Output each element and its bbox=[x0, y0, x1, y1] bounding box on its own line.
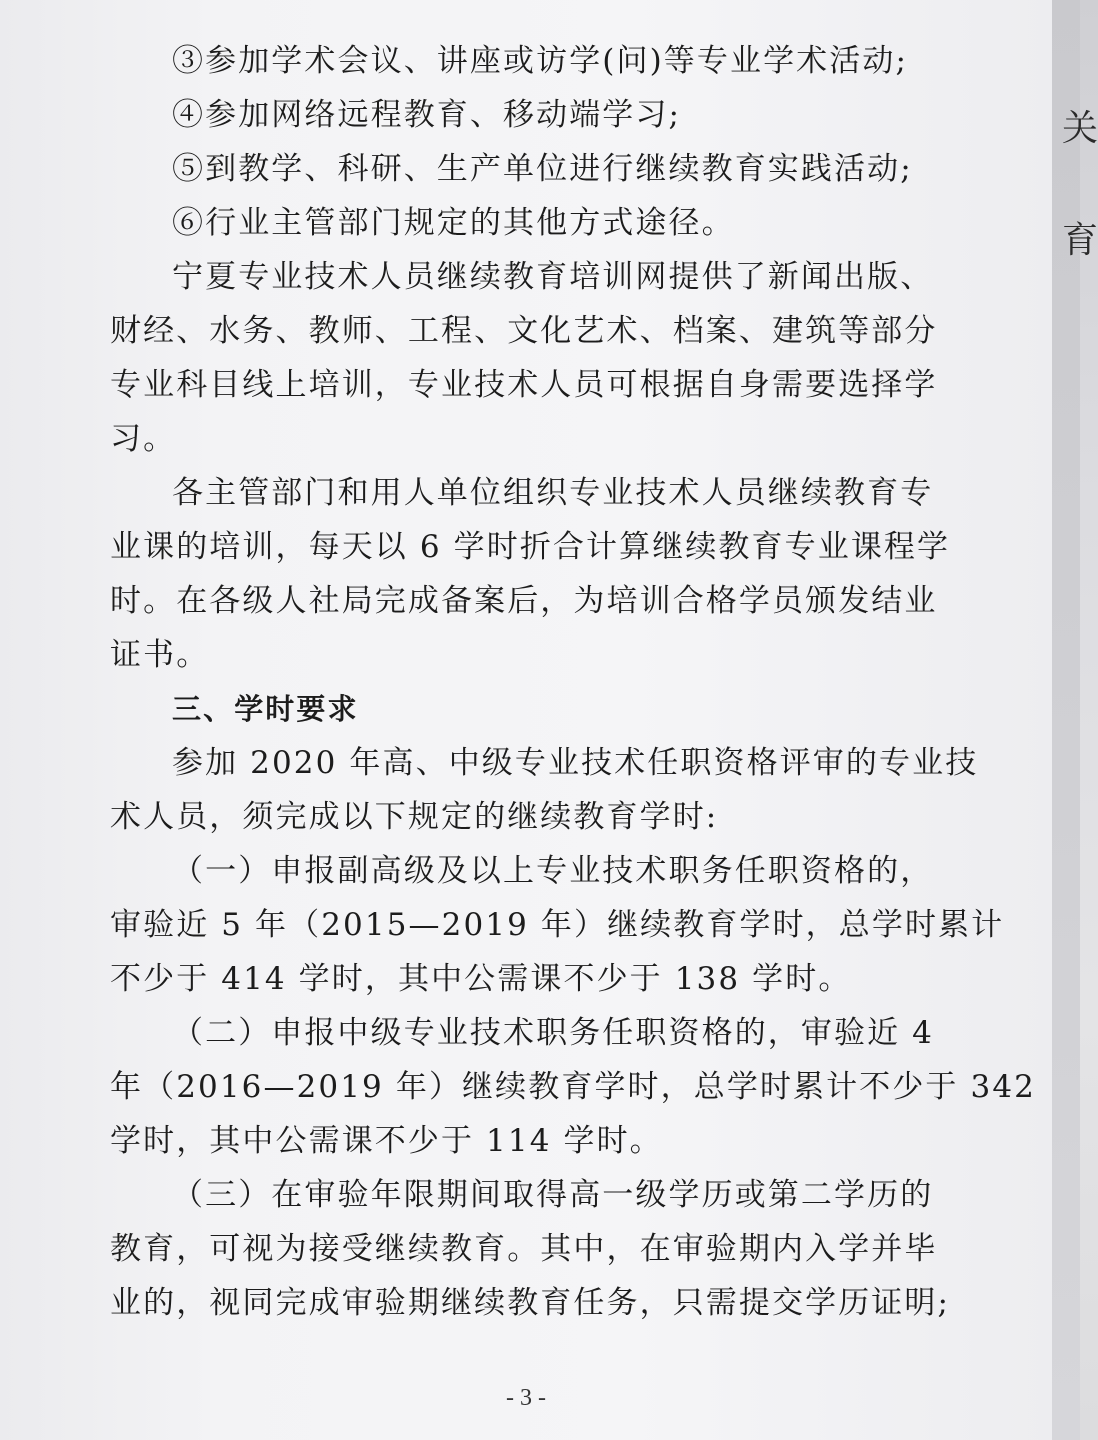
text-line: （二）申报中级专业技术职务任职资格的，审验近 4 bbox=[172, 1015, 934, 1051]
text-line: 术人员，须完成以下规定的继续教育学时: bbox=[110, 799, 719, 835]
text-line: 财经、水务、教师、工程、文化艺术、档案、建筑等部分 bbox=[110, 313, 938, 349]
text-line: 参加 2020 年高、中级专业技术任职资格评审的专业技 bbox=[172, 745, 979, 781]
text-line: 习。 bbox=[110, 421, 177, 457]
text-line: 业课的培训，每天以 6 学时折合计算继续教育专业课程学 bbox=[110, 529, 951, 565]
text-line: 专业科目线上培训，专业技术人员可根据自身需要选择学 bbox=[110, 367, 938, 403]
text-line: ③参加学术会议、讲座或访学(问)等专业学术活动; bbox=[172, 43, 909, 79]
document-body bbox=[110, 34, 1036, 1330]
text-line: 审验近 5 年（2015—2019 年）继续教育学时，总学时累计 bbox=[110, 907, 1005, 943]
underlying-page-char: 育 bbox=[1062, 220, 1098, 261]
text-line: （三）在审验年限期间取得高一级学历或第二学历的 bbox=[172, 1177, 934, 1213]
text-line: 业的，视同完成审验期继续教育任务，只需提交学历证明; bbox=[110, 1285, 951, 1321]
section-heading: 三、学时要求 bbox=[172, 692, 359, 726]
text-line: 年（2016—2019 年）继续教育学时，总学时累计不少于 342 bbox=[110, 1069, 1036, 1105]
text-line: 学时，其中公需课不少于 114 学时。 bbox=[110, 1123, 663, 1159]
underlying-page-char: 关 bbox=[1062, 108, 1098, 149]
text-line: 证书。 bbox=[110, 637, 210, 673]
text-line: 教育，可视为接受继续教育。其中，在审验期内入学并毕 bbox=[110, 1231, 938, 1267]
page-number: - 3 - bbox=[506, 1385, 546, 1411]
text-line: 宁夏专业技术人员继续教育培训网提供了新闻出版、 bbox=[172, 259, 934, 295]
text-line: ⑤到教学、科研、生产单位进行继续教育实践活动; bbox=[172, 151, 913, 187]
text-line: （一）申报副高级及以上专业技术职务任职资格的， bbox=[172, 853, 934, 889]
text-line: 不少于 414 学时，其中公需课不少于 138 学时。 bbox=[110, 961, 852, 997]
text-line: 各主管部门和用人单位组织专业技术人员继续教育专 bbox=[172, 475, 934, 511]
underlying-page-edge bbox=[1052, 0, 1098, 1440]
text-line: ⑥行业主管部门规定的其他方式途径。 bbox=[172, 205, 735, 241]
text-line: ④参加网络远程教育、移动端学习; bbox=[172, 97, 682, 133]
text-line: 时。在各级人社局完成备案后，为培训合格学员颁发结业 bbox=[110, 583, 938, 619]
